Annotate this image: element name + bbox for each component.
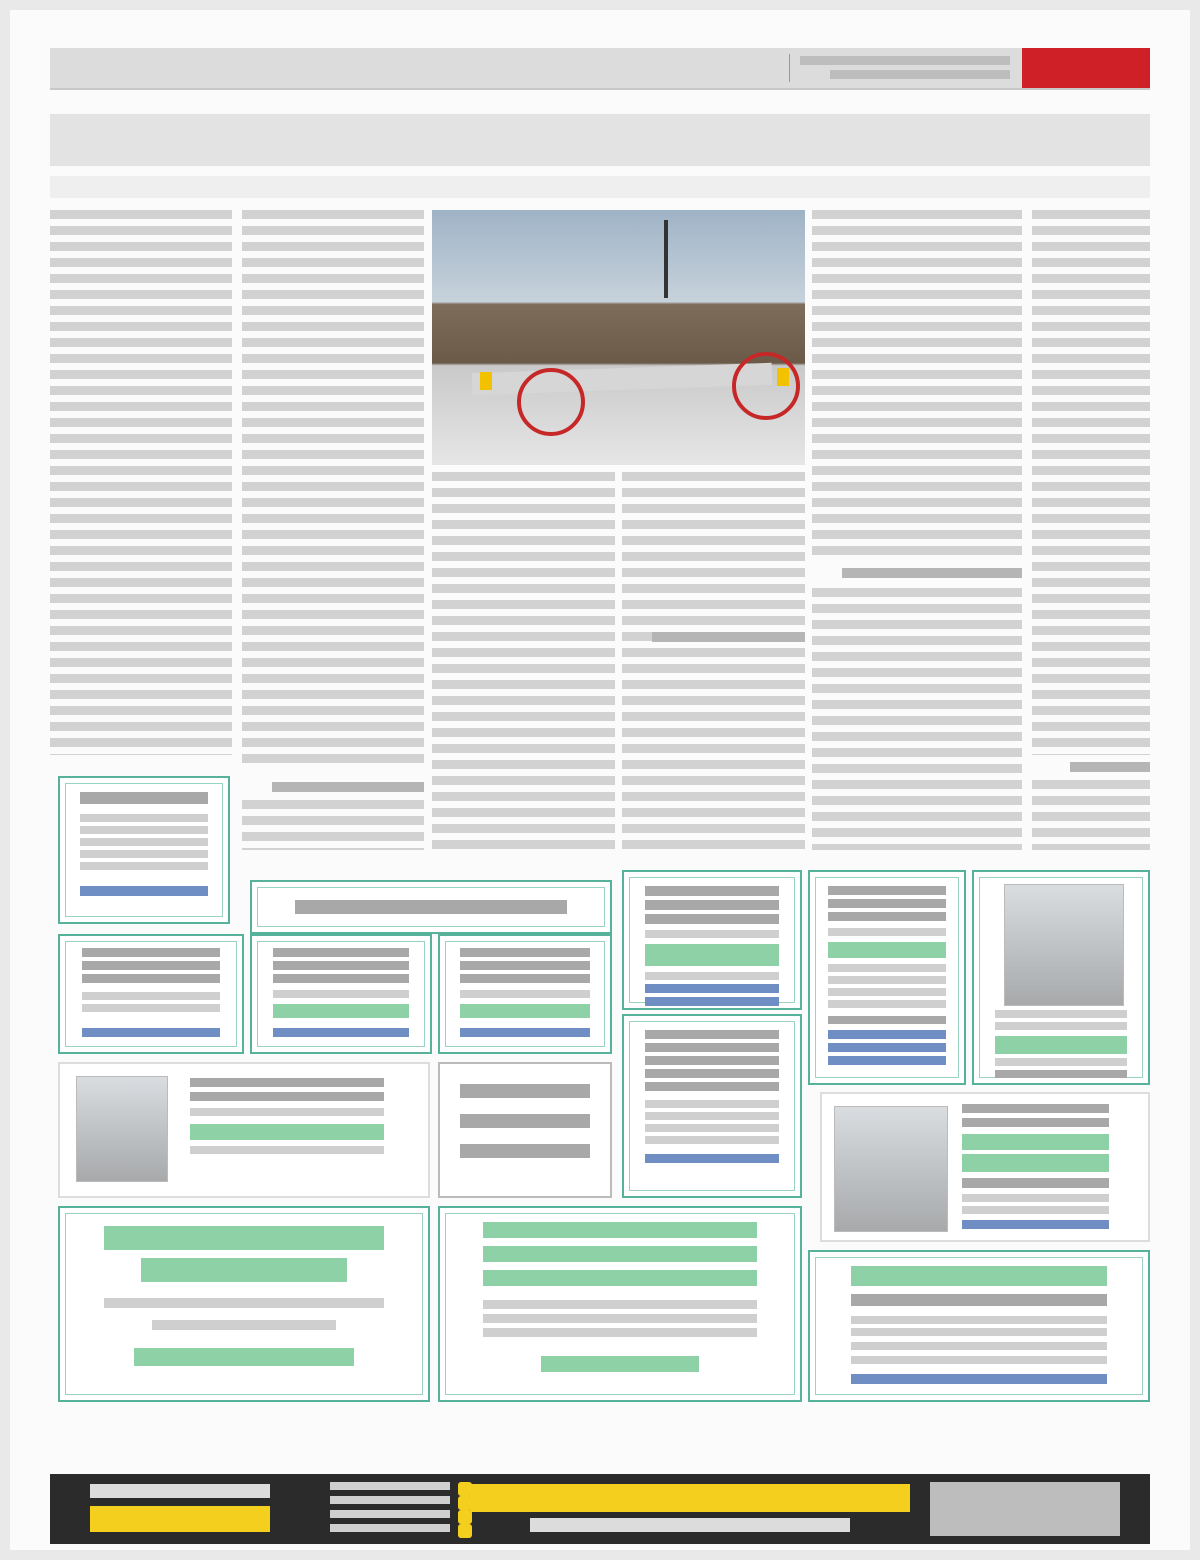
condolence-ad [58,1062,430,1198]
drone-wing [472,363,773,395]
antenna-tower [664,220,668,298]
article-column [812,588,1022,850]
calligraphy-panel [438,1062,612,1198]
condolence-ad [808,870,966,1085]
article-column [1032,780,1150,850]
article-subhead [652,632,805,642]
article-subhead [1070,762,1150,772]
condolence-ad [622,870,802,1010]
masthead-divider [789,54,790,82]
laptop-graphic [930,1482,1120,1536]
condolence-ad [438,1206,802,1402]
condolence-banner [250,880,612,934]
condolence-ad [58,776,230,924]
newspaper-page [10,10,1190,1550]
article-column [242,800,424,850]
condolence-ad [808,1250,1150,1402]
article-subhead [842,568,1022,578]
highlight-circle [732,352,800,420]
marker-icon [777,368,789,386]
advert-options [330,1482,450,1536]
article-subhead [272,782,424,792]
main-headline [50,114,1150,166]
article-column [50,210,232,755]
masthead [50,48,1150,90]
support-phone [90,1484,270,1532]
highlight-circle [517,368,585,436]
camera-icon [458,1496,472,1510]
cart-icon [458,1482,472,1496]
advert-website [470,1484,910,1512]
document-icon [458,1510,472,1524]
issue-date-line [800,56,1010,65]
condolence-ad [622,1014,802,1198]
condolence-ad [438,934,612,1054]
article-column [242,210,424,770]
article-column [812,210,1022,555]
article-column [1032,210,1150,755]
condolence-ad [58,934,244,1054]
portrait-photo [76,1076,168,1182]
condolence-ad [972,870,1150,1085]
lead-paragraph [50,176,1150,198]
portrait-photo [834,1106,948,1232]
advert-slogan [530,1518,850,1532]
marker-icon [480,372,492,390]
condolence-ad [250,934,432,1054]
article-column [432,472,615,850]
issue-date-line [830,70,1010,79]
brand-logo [1022,48,1150,88]
portrait-photo [1004,884,1124,1006]
article-column [622,472,805,850]
anniversary-ad [820,1092,1150,1242]
condolence-ad [58,1206,430,1402]
article-photo [432,210,805,465]
text-icon [458,1524,472,1538]
footer-advert [50,1474,1150,1544]
